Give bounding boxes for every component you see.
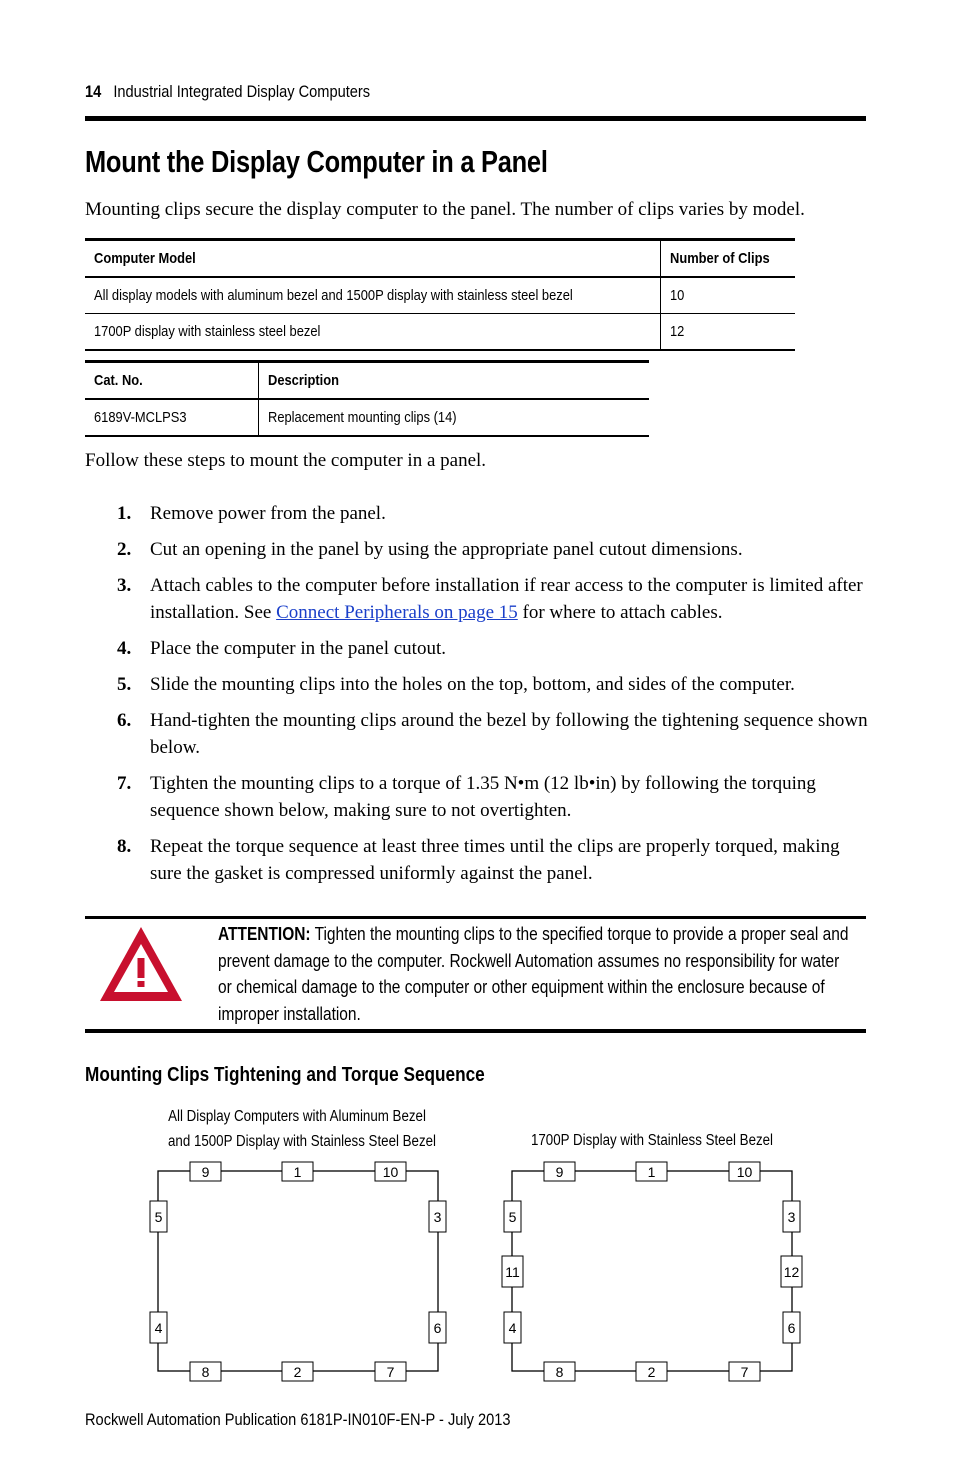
step-number: 7. (117, 773, 132, 794)
clip-top-2 (282, 1162, 313, 1181)
svg-text:2: 2 (293, 1364, 302, 1380)
clips-table (85, 238, 795, 351)
page-number: 14 (85, 82, 102, 101)
step-number: 5. (117, 674, 132, 695)
column-header: Description (268, 372, 339, 389)
clip-top-2 (636, 1162, 667, 1181)
attention-notice (218, 921, 854, 1027)
running-title: Industrial Integrated Display Computers (113, 82, 371, 101)
svg-text:6: 6 (433, 1320, 442, 1336)
section-heading: Mounting Clips Tightening and Torque Sequence (85, 1064, 485, 1086)
svg-text:8: 8 (555, 1364, 564, 1380)
table-row (85, 277, 795, 314)
clip-sequence-diagrams (0, 1150, 954, 1400)
svg-text:10: 10 (736, 1164, 753, 1180)
clip-right-1 (429, 1201, 446, 1232)
clip-right-2 (781, 1256, 802, 1287)
svg-text:12: 12 (783, 1264, 800, 1280)
svg-text:9: 9 (201, 1164, 210, 1180)
step-text: for where to attach cables. (517, 602, 723, 623)
diagram-right-caption: 1700P Display with Stainless Steel Bezel (530, 1132, 774, 1149)
svg-text:1: 1 (647, 1164, 656, 1180)
table-header-row (85, 362, 649, 400)
table-cell: 10 (669, 287, 685, 304)
caption-line: All Display Computers with Aluminum Bezel (168, 1108, 426, 1125)
step-text: Tighten the mounting clips to a torque of 1.35 N•m (12 lb•in) by following the torquing sequence shown below, making sure to not overtighten. (150, 773, 816, 821)
step-text: Place the computer in the panel cutout. (150, 638, 446, 659)
clip-right-3 (783, 1312, 800, 1343)
step-text: Cut an opening in the panel by using the appropriate panel cutout dimensions. (150, 539, 743, 560)
step-text: Hand-tighten the mounting clips around the bezel by following the tightening sequence shown below. (150, 710, 868, 758)
column-header: Number of Clips (669, 250, 770, 267)
svg-text:3: 3 (787, 1209, 796, 1225)
step-number: 3. (117, 575, 132, 596)
clip-bottom-1 (544, 1362, 575, 1381)
clip-left-2 (150, 1312, 167, 1343)
list-item (85, 500, 875, 527)
table-cell: All display models with aluminum bezel and 1500P display with stainless steel bezel (94, 287, 573, 304)
clip-bottom-1 (190, 1362, 221, 1381)
svg-text:6: 6 (787, 1320, 796, 1336)
table-header-row (85, 240, 795, 278)
svg-text:4: 4 (154, 1320, 163, 1336)
svg-text:1: 1 (293, 1164, 302, 1180)
parts-table (85, 360, 649, 437)
clip-bottom-3 (375, 1362, 406, 1381)
diagram-right (502, 1162, 802, 1381)
list-item (85, 707, 875, 761)
page-title: Mount the Display Computer in a Panel (85, 144, 548, 179)
clip-bottom-2 (636, 1362, 667, 1381)
attention-top-rule (85, 916, 866, 919)
clip-left-1 (504, 1201, 521, 1232)
clip-top-1 (190, 1162, 221, 1181)
step-text: Slide the mounting clips into the holes on the top, bottom, and sides of the computer. (150, 674, 795, 695)
list-item (85, 635, 875, 662)
step-number: 1. (117, 503, 132, 524)
step-number: 4. (117, 638, 132, 659)
clip-top-1 (544, 1162, 575, 1181)
step-text: Remove power from the panel. (150, 503, 386, 524)
attention-text: Tighten the mounting clips to the specified torque to provide a proper seal and prevent damage to the computer. Rockwell Automation assumes no responsibility for water or chemical damage to the computer or other equipment within the enclosure because of improper installation. (218, 924, 849, 1024)
bezel-outline (158, 1171, 438, 1371)
clip-left-2 (502, 1256, 523, 1287)
clip-bottom-2 (282, 1362, 313, 1381)
svg-text:5: 5 (508, 1209, 517, 1225)
attention-label: ATTENTION: (218, 924, 311, 944)
follow-paragraph: Follow these steps to mount the computer in a panel. (85, 450, 487, 471)
clip-right-1 (783, 1201, 800, 1232)
step-number: 2. (117, 539, 132, 560)
step-text: Repeat the torque sequence at least three times until the clips are properly torqued, making sure the gasket is compressed uniformly against the panel. (150, 836, 840, 884)
table-row (85, 399, 649, 436)
page-footer: Rockwell Automation Publication 6181P-IN010F-EN-P - July 2013 (85, 1410, 511, 1429)
list-item (85, 671, 875, 698)
intro-paragraph: Mounting clips secure the display computer to the panel. The number of clips varies by model. (85, 199, 805, 220)
step-text: Attach cables to the computer before installation if rear access to the computer is limited after installation. See (150, 575, 863, 623)
table-cell: 6189V-MCLPS3 (94, 409, 187, 426)
clip-bottom-3 (729, 1362, 760, 1381)
clip-right-2 (429, 1312, 446, 1343)
step-number: 8. (117, 836, 132, 857)
svg-text:2: 2 (647, 1364, 656, 1380)
connect-peripherals-link[interactable]: Connect Peripherals on page 15 (276, 602, 518, 623)
svg-text:8: 8 (201, 1364, 210, 1380)
header-rule (85, 116, 866, 121)
diagram-left (150, 1162, 446, 1381)
clip-top-3 (375, 1162, 406, 1181)
svg-text:9: 9 (555, 1164, 564, 1180)
list-item (85, 536, 875, 563)
bezel-outline (512, 1171, 792, 1371)
table-cell: 12 (669, 323, 685, 340)
step-number: 6. (117, 710, 132, 731)
svg-text:5: 5 (154, 1209, 163, 1225)
warning-icon (98, 924, 184, 1004)
svg-text:7: 7 (386, 1364, 395, 1380)
column-header: Cat. No. (94, 372, 143, 389)
column-header: Computer Model (94, 250, 196, 267)
running-header (85, 82, 370, 102)
clip-top-3 (729, 1162, 760, 1181)
svg-text:7: 7 (740, 1364, 749, 1380)
clip-left-3 (504, 1312, 521, 1343)
diagram-left-caption (168, 1104, 436, 1154)
clip-left-1 (150, 1201, 167, 1232)
table-cell: Replacement mounting clips (14) (268, 409, 457, 426)
svg-text:10: 10 (382, 1164, 399, 1180)
list-item (85, 572, 875, 626)
table-row (85, 314, 795, 351)
caption-line: and 1500P Display with Stainless Steel Bezel (168, 1133, 436, 1150)
svg-text:3: 3 (433, 1209, 442, 1225)
svg-text:11: 11 (505, 1264, 520, 1280)
attention-bottom-rule (85, 1029, 866, 1033)
steps-list (85, 500, 875, 896)
table-cell: 1700P display with stainless steel bezel (94, 323, 321, 340)
list-item (85, 833, 875, 887)
svg-text:4: 4 (508, 1320, 517, 1336)
list-item (85, 770, 875, 824)
